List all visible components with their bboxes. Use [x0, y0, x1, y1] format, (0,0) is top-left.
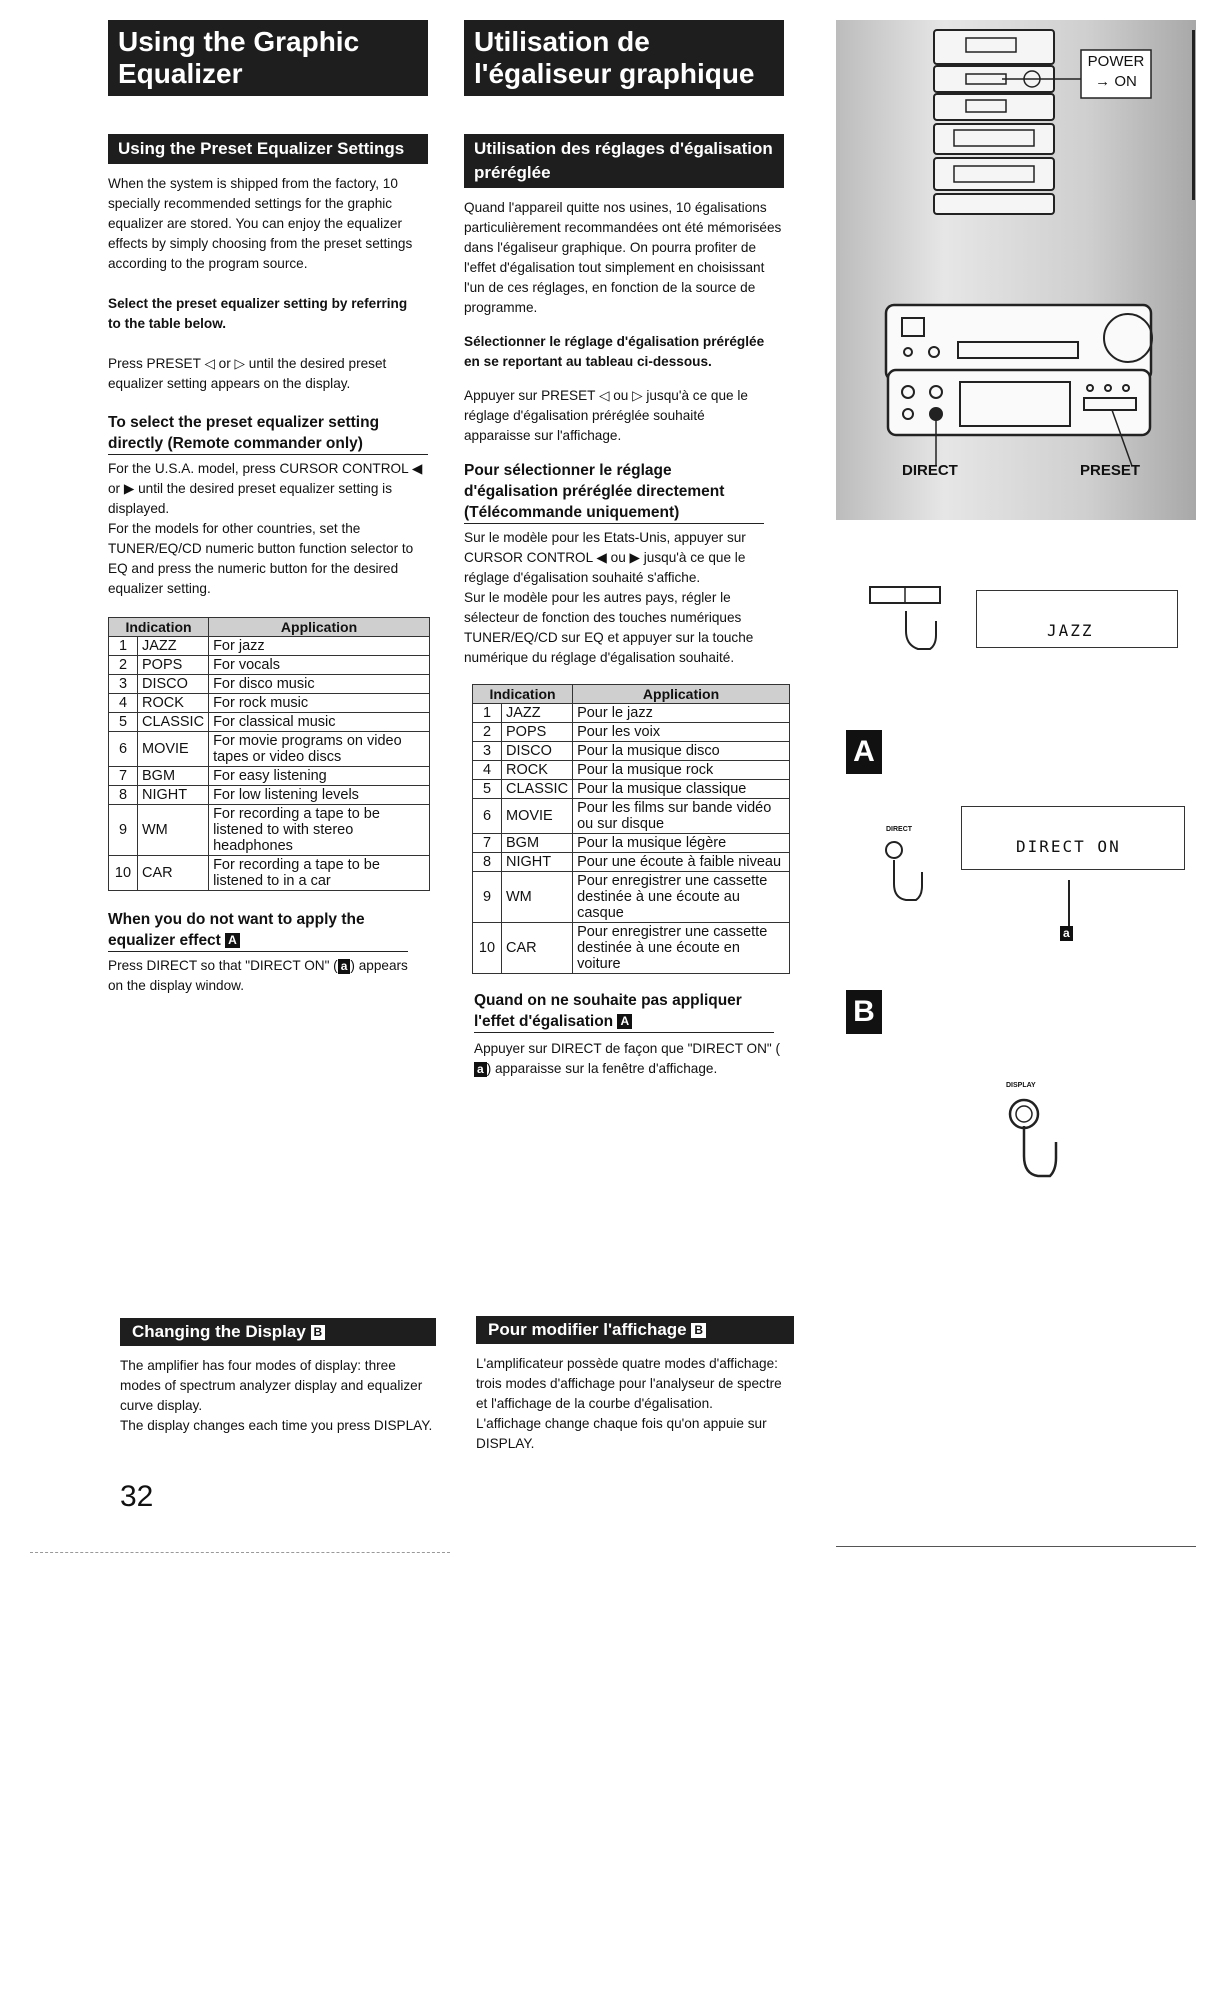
equalizer-table-en: [108, 617, 430, 891]
section-b-marker: B: [846, 990, 882, 1034]
table-header-indication: Indication: [473, 685, 573, 704]
table-cell-application: Pour enregistrer une cassette destinée à une écoute en voiture: [573, 923, 790, 974]
table-cell-application: Pour la musique légère: [573, 834, 790, 853]
display-direct-on: [961, 806, 1185, 870]
table-row: [109, 694, 430, 713]
display-heading-fr: Pour modifier l'affichage B: [476, 1316, 794, 1344]
table-cell-number: 10: [473, 923, 502, 974]
illustrations-panel: [836, 0, 1196, 1540]
table-cell-application: For recording a tape to be listened to with stereo headphones: [209, 805, 430, 856]
table-cell-number: 10: [109, 856, 138, 891]
table-cell-application: For disco music: [209, 675, 430, 694]
table-row: [473, 742, 790, 761]
callout-a-ref-en: a: [338, 959, 351, 974]
table-cell-application: Pour la musique disco: [573, 742, 790, 761]
table-cell-application: For low listening levels: [209, 786, 430, 805]
table-cell-number: 5: [473, 780, 502, 799]
table-cell-indication: ROCK: [502, 761, 573, 780]
table-header-application: Application: [573, 685, 790, 704]
table-cell-application: Pour enregistrer une cassette destinée à une écoute au casque: [573, 872, 790, 923]
french-column: [464, 20, 789, 1079]
section-a-ref-en: A: [225, 933, 240, 948]
table-cell-number: 7: [109, 767, 138, 786]
section-heading-preset-en: Using the Preset Equalizer Settings: [108, 134, 428, 164]
table-row: [109, 637, 430, 656]
footer-rule-left: [30, 1552, 450, 1553]
display-button-label: DISPLAY: [1006, 1082, 1036, 1089]
step-text-fr: Appuyer sur PRESET ◁ ou ▷ jusqu'à ce que le réglage d'égalisation préréglée souhaité apparaisse sur l'affichage.: [464, 388, 748, 443]
table-row: [109, 713, 430, 732]
section-b-ref-fr: B: [691, 1323, 706, 1338]
table-cell-number: 2: [109, 656, 138, 675]
no-eq-heading-fr: Quand on ne souhaite pas appliquer l'effet d'égalisation A: [474, 990, 774, 1033]
table-row: [473, 704, 790, 723]
table-row: [473, 723, 790, 742]
page-number: 32: [120, 1480, 154, 1513]
table-cell-application: For easy listening: [209, 767, 430, 786]
table-row: [473, 799, 790, 834]
intro-text-fr: Quand l'appareil quitte nos usines, 10 égalisations particulièrement recommandées ont été mémorisées dans l'égaliseur graphique. On pourra profiter de l'effet d'égalisation tout simplement en choisissant l'un de ces réglages, en fonction de la source de programme.: [464, 200, 782, 315]
table-cell-indication: CAR: [138, 856, 209, 891]
table-row: [473, 923, 790, 974]
footer-rule-right: [836, 1546, 1196, 1547]
table-cell-indication: JAZZ: [138, 637, 209, 656]
page-title-en: Using the Graphic Equalizer: [108, 20, 428, 96]
table-cell-indication: CAR: [502, 923, 573, 974]
section-b-ref-en: B: [311, 1325, 326, 1340]
component-stack: [934, 30, 1054, 214]
table-row: [109, 786, 430, 805]
english-column: [108, 20, 428, 996]
table-row: [109, 767, 430, 786]
right-margin-rule: [1192, 30, 1195, 200]
table-cell-indication: MOVIE: [502, 799, 573, 834]
table-cell-number: 3: [473, 742, 502, 761]
table-header-row: [109, 618, 430, 637]
display-text2-fr: L'affichage change chaque fois qu'on appuie sur DISPLAY.: [476, 1416, 767, 1451]
preset-button-illustration: [866, 575, 946, 655]
power-label: POWER → ON: [1087, 53, 1145, 90]
table-cell-indication: ROCK: [138, 694, 209, 713]
table-cell-application: For classical music: [209, 713, 430, 732]
table-cell-number: 9: [109, 805, 138, 856]
lcd-text-direct-on: DIRECT ON: [1016, 837, 1121, 856]
table-cell-application: Pour les films sur bande vidéo ou sur disque: [573, 799, 790, 834]
callout-a-ref-fr: a: [474, 1062, 487, 1077]
step-instruction-en: Select the preset equalizer setting by referring to the table below.: [108, 296, 408, 331]
table-row: [473, 872, 790, 923]
no-eq-text-fr: Appuyer sur DIRECT de façon que "DIRECT ON" (a ) apparaisse sur la fenêtre d'affichage.: [474, 1041, 781, 1076]
table-cell-application: For recording a tape to be listened to in a car: [209, 856, 430, 891]
no-eq-heading-en: When you do not want to apply the equalizer effect A: [108, 909, 408, 952]
table-cell-number: 1: [473, 704, 502, 723]
table-cell-number: 4: [109, 694, 138, 713]
lcd-text-jazz: JAZZ: [1047, 621, 1094, 640]
table-cell-indication: DISCO: [502, 742, 573, 761]
table-cell-application: For rock music: [209, 694, 430, 713]
direct-select-heading-fr: Pour sélectionner le réglage d'égalisation préréglée directement (Télécommande uniquement): [464, 460, 764, 524]
table-cell-application: For vocals: [209, 656, 430, 675]
table-cell-indication: POPS: [502, 723, 573, 742]
step-text-en: Press PRESET ◁ or ▷ until the desired preset equalizer setting appears on the display.: [108, 356, 387, 391]
intro-text-en: When the system is shipped from the factory, 10 specially recommended settings for the graphic equalizer are stored. You can enjoy the equalizer effects by simply choosing from the preset settings according to the program source.: [108, 176, 413, 271]
display-text2-en: The display changes each time you press DISPLAY.: [120, 1418, 433, 1433]
table-row: [109, 856, 430, 891]
display-jazz: [976, 590, 1178, 648]
amplifier-closeup: [886, 305, 1151, 435]
direct-select-text2-fr: Sur le modèle pour les autres pays, régler le sélecteur de fonction des touches numériques TUNER/EQ/CD sur EQ et appuyer sur la touche numérique du réglage d'égalisation souhaité.: [464, 590, 754, 665]
section-heading-preset-fr: Utilisation des réglages d'égalisation préréglée: [464, 134, 784, 188]
callout-a-line: [1068, 880, 1070, 926]
table-cell-application: For jazz: [209, 637, 430, 656]
table-cell-application: For movie programs on video tapes or video discs: [209, 732, 430, 767]
direct-select-heading-en: To select the preset equalizer setting directly (Remote commander only): [108, 412, 428, 455]
table-cell-indication: NIGHT: [502, 853, 573, 872]
table-cell-indication: JAZZ: [502, 704, 573, 723]
display-section-en: [120, 1318, 436, 1436]
table-cell-indication: WM: [138, 805, 209, 856]
table-row: [473, 761, 790, 780]
table-cell-indication: CLASSIC: [502, 780, 573, 799]
table-cell-indication: CLASSIC: [138, 713, 209, 732]
table-cell-indication: BGM: [502, 834, 573, 853]
table-cell-indication: WM: [502, 872, 573, 923]
table-cell-number: 6: [109, 732, 138, 767]
table-header-row: [473, 685, 790, 704]
table-cell-application: Pour une écoute à faible niveau: [573, 853, 790, 872]
table-row: [473, 780, 790, 799]
table-row: [473, 853, 790, 872]
table-cell-number: 8: [109, 786, 138, 805]
table-row: [109, 805, 430, 856]
direct-select-text-fr: Sur le modèle pour les Etats-Unis, appuyer sur CURSOR CONTROL ◀ ou ▶ jusqu'à ce que le réglage d'égalisation souhaité s'affiche.: [464, 530, 746, 585]
equalizer-table-fr: [472, 684, 790, 974]
preset-label: PRESET: [1080, 462, 1141, 479]
table-row: [109, 656, 430, 675]
no-eq-text-en: Press DIRECT so that "DIRECT ON" ( a ) appears on the display window.: [108, 958, 408, 993]
section-a-marker: A: [846, 730, 882, 774]
table-cell-number: 9: [473, 872, 502, 923]
table-cell-application: Pour la musique classique: [573, 780, 790, 799]
page-title-fr: Utilisation de l'égaliseur graphique: [464, 20, 784, 96]
direct-select-text2-en: For the models for other countries, set the TUNER/EQ/CD numeric button function selector to EQ and press the numeric button for the desired equalizer setting.: [108, 521, 414, 596]
table-row: [109, 675, 430, 694]
step-instruction-fr: Sélectionner le réglage d'égalisation préréglée en se reportant au tableau ci-dessous.: [464, 334, 765, 369]
callout-a-marker: a: [1060, 926, 1073, 941]
display-heading-en: Changing the Display B: [120, 1318, 436, 1346]
direct-button-illustration: [880, 836, 940, 916]
table-header-application: Application: [209, 618, 430, 637]
remote-direct-label: DIRECT: [886, 826, 913, 833]
table-cell-indication: BGM: [138, 767, 209, 786]
table-cell-number: 8: [473, 853, 502, 872]
table-row: [473, 834, 790, 853]
table-cell-indication: DISCO: [138, 675, 209, 694]
table-row: [109, 732, 430, 767]
table-cell-number: 7: [473, 834, 502, 853]
display-text-en: The amplifier has four modes of display: three modes of spectrum analyzer display and equalizer curve display.: [120, 1358, 423, 1413]
table-cell-number: 2: [473, 723, 502, 742]
table-cell-number: 6: [473, 799, 502, 834]
table-cell-indication: POPS: [138, 656, 209, 675]
table-cell-indication: NIGHT: [138, 786, 209, 805]
table-cell-number: 3: [109, 675, 138, 694]
display-button-illustration: [1002, 1094, 1072, 1194]
direct-select-text-en: For the U.S.A. model, press CURSOR CONTROL ◀ or ▶ until the desired preset equalizer setting is displayed.: [108, 461, 423, 516]
display-section-fr: [476, 1316, 794, 1454]
table-cell-application: Pour le jazz: [573, 704, 790, 723]
table-header-indication: Indication: [109, 618, 209, 637]
table-cell-number: 1: [109, 637, 138, 656]
table-cell-application: Pour la musique rock: [573, 761, 790, 780]
display-text-fr: L'amplificateur possède quatre modes d'affichage: trois modes d'affichage pour l'analyseur de spectre et l'affichage de la courbe d'égalisation.: [476, 1356, 782, 1411]
table-cell-number: 5: [109, 713, 138, 732]
table-cell-application: Pour les voix: [573, 723, 790, 742]
section-a-ref-fr: A: [617, 1014, 632, 1029]
table-cell-number: 4: [473, 761, 502, 780]
direct-label: DIRECT: [902, 462, 958, 479]
table-cell-indication: MOVIE: [138, 732, 209, 767]
